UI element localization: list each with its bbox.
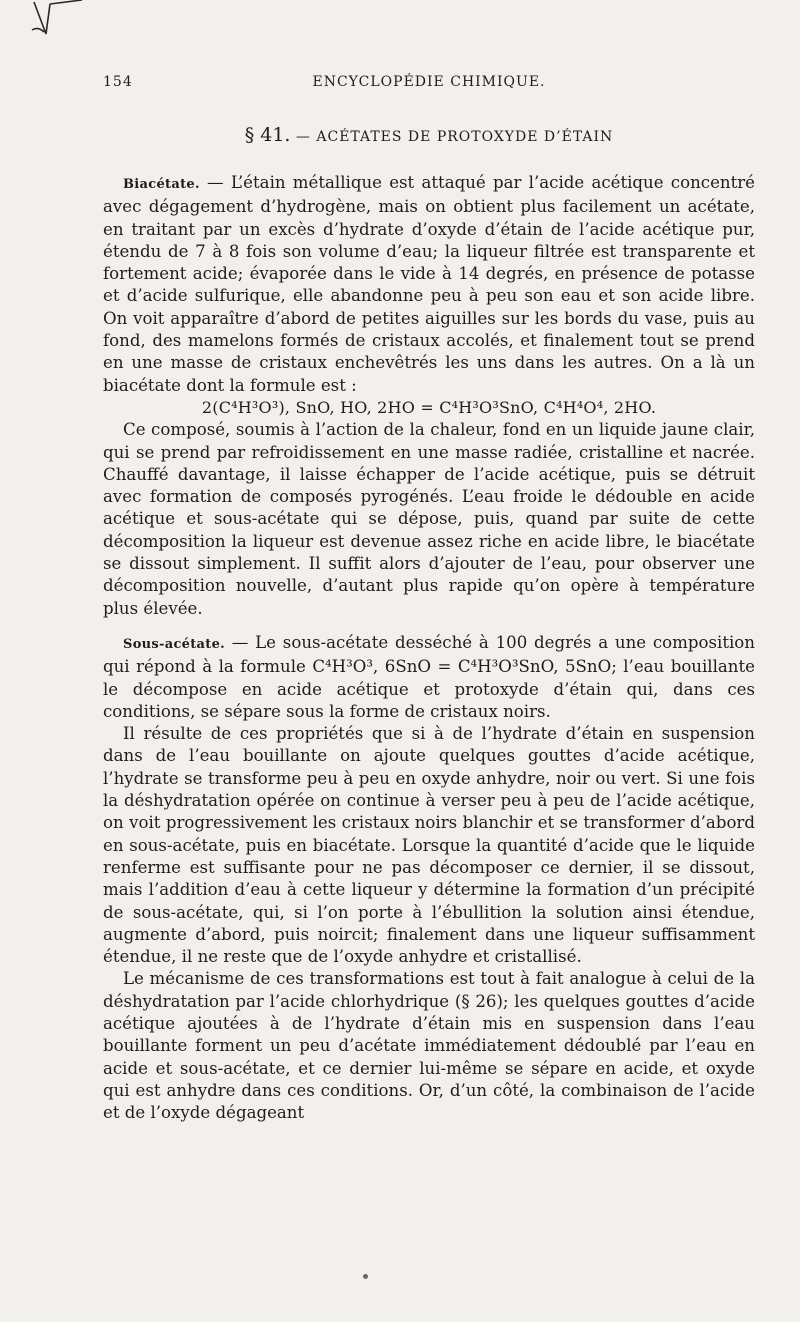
paragraph-text: — L’étain métallique est attaqué par l’acide acétique concentré avec dégagement d’hydrogène, mais on obtient plus facilement un acétate, en traitant par un excès d’hydrate d’oxyde d’étain de l’acide acétique pur, étendu de 7 à 8 fois son volume d’eau; la liqueur filtrée est transparente et fortement acide; évaporée dans le vide à 14 degrés, en présence de potasse et d’acide sulfurique, elle abandonne peu à peu son eau et son acide libre. On voit apparaître d’abord de petites aiguilles sur les bords du vase, puis au fond, des mamelons formés de cristaux accolés, et finalement tout se prend en une masse de cristaux enchevêtrés les uns dans les autres. On a là un biacétate dont la formule est : <box>103 173 755 395</box>
section-heading <box>103 124 755 146</box>
paragraph-mechanism: Le mécanisme de ces transformations est tout à fait analogue à celui de la déshydratation par l’acide chlorhydrique (§ 26); les quelques gouttes d’acide acétique ajoutées à de l’hydrate d’étain mis en suspension dans l’eau bouillante forment un peu d’acétate immédiatement dédoublé par l’eau en acide et sous-acétate, et ce dernier lui-même se sépare en acide, et oxyde qui est anhydre dans ces conditions. Or, d’un côté, la combinaison de l’acide et de l’oxyde dégageant <box>103 969 755 1123</box>
paragraph-heading-sous-acetate: Sous-acétate. <box>123 636 225 652</box>
section-title: — ACÉTATES DE PROTOXYDE D’ÉTAIN <box>295 129 614 145</box>
paragraph-text: — Le sous-acétate desséché à 100 degrés a une composition qui répond à la formule C⁴H³O³, 6SnO = C⁴H³O³SnO, 5SnO; l’eau bouillante le décompose en acide acétique et protoxyde d’étain qui, dans ces conditions, se sépare sous la forme de cristaux noirs. <box>103 632 755 721</box>
page-number: 154 <box>103 74 133 90</box>
paragraph-properties: Ce composé, soumis à l’action de la chaleur, fond en un liquide jaune clair, qui se prend par refroidissement en une masse radiée, cristalline et nacrée. Chauffé davantage, il laisse échapper de l’acide acétique, puis se détruit avec formation de composés pyrogénés. L’eau froide le dédouble en acide acétique et sous-acétate qui se dépose, puis, quand par suite de cette décomposition la liqueur est devenue assez riche en acide libre, le biacétate se dissout simplement. Il suffit alors d’ajouter de l’eau, pour observer une décomposition nouvelle, d’autant plus rapide qu’on opère à température plus élevée. <box>103 420 755 618</box>
section-number: § 41. <box>244 124 291 146</box>
paragraph-heading-biacetate: Biacétate. <box>123 177 200 192</box>
speck-mark <box>363 1274 368 1279</box>
paragraph-hydrate: Il résulte de ces propriétés que si à de l’hydrate d’étain en suspension dans de l’eau bouillante on ajoute quelques gouttes d’acide acétique, l’hydrate se transforme peu à peu en oxyde anhydre, noir ou vert. Si une fois la déshydratation opérée on continue à verser peu à peu de l’acide acétique, on voit progressivement les cristaux noirs blanchir et se transformer d’abord en sous-acétate, puis en biacétate. Lorsque la quantité d’acide que le liquide renferme est suffisante pour ne pas décomposer ce dernier, il se dissout, mais l’addition d’eau à cette liqueur y détermine la formation d’un précipité de sous-acétate, qui, si l’on porte à l’ébullition la solution ainsi étendue, augmente d’abord, puis noircit; finalement dans une liqueur suffisamment étendue, il ne reste que de l’oxyde anhydre et cristallisé. <box>103 724 755 967</box>
handwritten-mark-icon <box>24 0 84 40</box>
chemical-formula: 2(C⁴H³O³), SnO, HO, 2HO = C⁴H³O³SnO, C⁴H⁴O⁴, 2HO. <box>201 397 657 417</box>
paragraph-sous-acetate <box>103 632 755 723</box>
paragraph-biacetate <box>103 172 755 397</box>
body-text <box>103 172 755 1124</box>
running-title: ENCYCLOPÉDIE CHIMIQUE. <box>312 74 546 90</box>
